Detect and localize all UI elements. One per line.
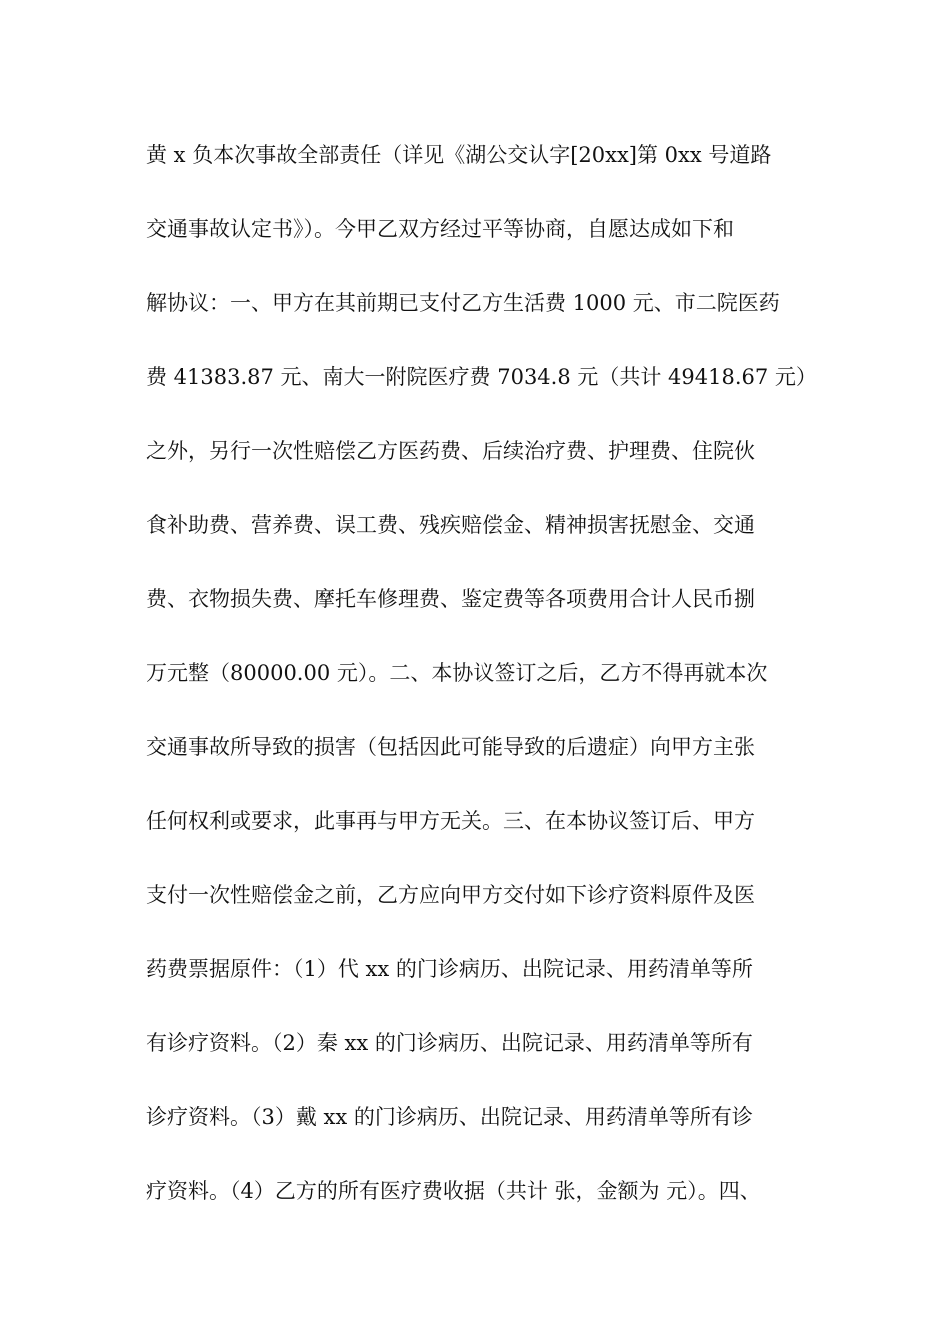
text-line-1: 黄 x 负本次事故全部责任（详见《湖公交认字[20xx]第 0xx 号道路 <box>146 143 772 167</box>
text-line-13: 有诊疗资料。（2）秦 xx 的门诊病历、出院记录、用药清单等所有 <box>146 1031 753 1055</box>
text-line-2: 交通事故认定书》）。今甲乙双方经过平等协商，自愿达成如下和 <box>146 217 734 241</box>
text-line-15: 疗资料。（4）乙方的所有医疗费收据（共计 张，金额为 元）。四、 <box>146 1179 761 1203</box>
text-line-11: 支付一次性赔偿金之前，乙方应向甲方交付如下诊疗资料原件及医 <box>146 883 755 907</box>
text-line-5: 之外，另行一次性赔偿乙方医药费、后续治疗费、护理费、住院伙 <box>146 439 755 463</box>
text-line-4: 费 41383.87 元、南大一附院医疗费 7034.8 元（共计 49418.67 元） <box>146 365 817 389</box>
text-line-7: 费、衣物损失费、摩托车修理费、鉴定费等各项费用合计人民币捌 <box>146 587 755 611</box>
agreement-text-body <box>146 135 826 1245</box>
text-line-10: 任何权利或要求，此事再与甲方无关。三、在本协议签订后、甲方 <box>146 809 755 833</box>
text-line-6: 食补助费、营养费、误工费、残疾赔偿金、精神损害抚慰金、交通 <box>146 513 755 537</box>
text-line-3: 解协议：一、甲方在其前期已支付乙方生活费 1000 元、市二院医药 <box>146 291 780 315</box>
text-line-12: 药费票据原件：（1）代 xx 的门诊病历、出院记录、用药清单等所 <box>146 957 753 981</box>
text-line-8: 万元整（80000.00 元）。二、本协议签订之后，乙方不得再就本次 <box>146 661 768 685</box>
text-line-14: 诊疗资料。（3）戴 xx 的门诊病历、出院记录、用药清单等所有诊 <box>146 1105 753 1129</box>
text-line-9: 交通事故所导致的损害（包括因此可能导致的后遗症）向甲方主张 <box>146 735 755 759</box>
